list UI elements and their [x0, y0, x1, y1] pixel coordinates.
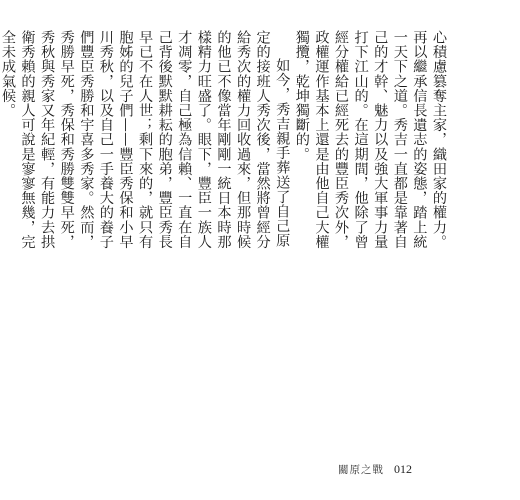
paragraph-1: 心積慮篡奪主家，織田家的權力。再以繼承信長遺志的姿態，踏上統一天下之道。秀吉一直都是靠著自己的才幹、魅力以及強大軍事力量打下江山的。在這期間，他除了曾經分權給已經死去的豐臣秀次外，政權運作基本上還是由他自己大權獨攬，乾坤獨斷的。 [293, 30, 447, 249]
page-number: 012 [394, 462, 412, 476]
body-text [0, 30, 448, 252]
running-head: 關原之戰 [338, 464, 384, 476]
paragraph-2: 如今，秀吉親手葬送了自己原定的接班人秀次後，當然將曾經分給秀次的權力回收過來，但那時候的他已不像當年剛剛一統日本時那樣精力旺盛了。眼下，豐臣一族人才凋零，自己極為信賴、一直在自己背後默默耕耘的胞弟，豐臣秀長早已不在人世；剩下來的，就只有胞姊的兒子們——豐臣秀保和小早川秀秋，以及自己一手養大的養子們豐臣秀勝和宇喜多秀家。然而，秀勝早死，秀保和秀勝雙雙早死，秀秋與秀家又年紀輕，有能力去拱衛秀賴的親人可說是寥寥無幾，完全未成氣候。 [0, 30, 291, 249]
page-footer [338, 462, 412, 477]
